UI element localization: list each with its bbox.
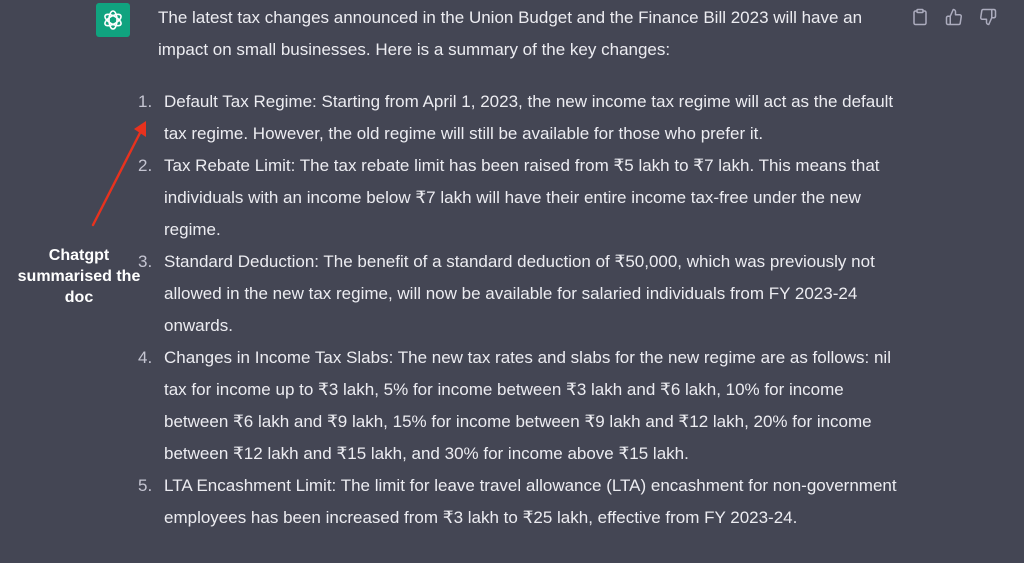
list-item-number: 2.: [138, 156, 153, 175]
clipboard-icon: [911, 8, 929, 26]
list-item: [138, 150, 908, 246]
list-item: [138, 470, 908, 534]
message-actions: [908, 6, 1000, 28]
copy-button[interactable]: [908, 6, 932, 28]
arrow-shaft: [93, 129, 142, 225]
list-item-number: 3.: [138, 252, 153, 271]
list-item-number: 1.: [138, 92, 153, 111]
annotation-label: Chatgpt summarised the doc: [17, 247, 141, 306]
list-item-text: Tax Rebate Limit: The tax rebate limit has been raised from ₹5 lakh to ₹7 lakh. This means that individuals with an income below ₹7 lakh will have their entire income tax-free under the new regime.: [164, 156, 880, 239]
thumbs-up-icon: [945, 8, 963, 26]
list-item: [138, 342, 908, 470]
list-item-text: LTA Encashment Limit: The limit for leave travel allowance (LTA) encashment for non-government employees has been increased from ₹3 lakh to ₹25 lakh, effective from FY 2023-24.: [164, 476, 897, 527]
list-item-text: Changes in Income Tax Slabs: The new tax rates and slabs for the new regime are as follows: nil tax for income up to ₹3 lakh, 5% for income between ₹3 lakh and ₹6 lakh, 10% for income between ₹6 lakh and ₹9 lakh, 15% for income between ₹9 lakh and ₹12 lakh, 20% for income between ₹12 lakh and ₹15 lakh, and 30% for income above ₹15 lakh.: [164, 348, 891, 463]
message-intro: The latest tax changes announced in the Union Budget and the Finance Bill 2023 will have an impact on small businesses. Here is a summary of the key changes:: [158, 8, 863, 59]
list-item: [138, 86, 908, 150]
assistant-message: [138, 0, 908, 534]
openai-logo-icon: [101, 8, 125, 32]
assistant-avatar: [96, 3, 130, 37]
list-item-number: 5.: [138, 476, 153, 495]
list-item: [138, 246, 908, 342]
annotation-arrow: [80, 115, 160, 235]
thumbs-down-icon: [979, 8, 997, 26]
thumbs-down-button[interactable]: [976, 6, 1000, 28]
list-item-number: 4.: [138, 348, 153, 367]
summary-list: [138, 86, 908, 534]
thumbs-up-button[interactable]: [942, 6, 966, 28]
list-item-text: Default Tax Regime: Starting from April 1, 2023, the new income tax regime will act as the default tax regime. However, the old regime will still be available for those who prefer it.: [164, 92, 894, 143]
list-item-text: Standard Deduction: The benefit of a standard deduction of ₹50,000, which was previously not allowed in the new tax regime, will now be available for salaried individuals from FY 2023-24 onwards.: [164, 252, 875, 335]
